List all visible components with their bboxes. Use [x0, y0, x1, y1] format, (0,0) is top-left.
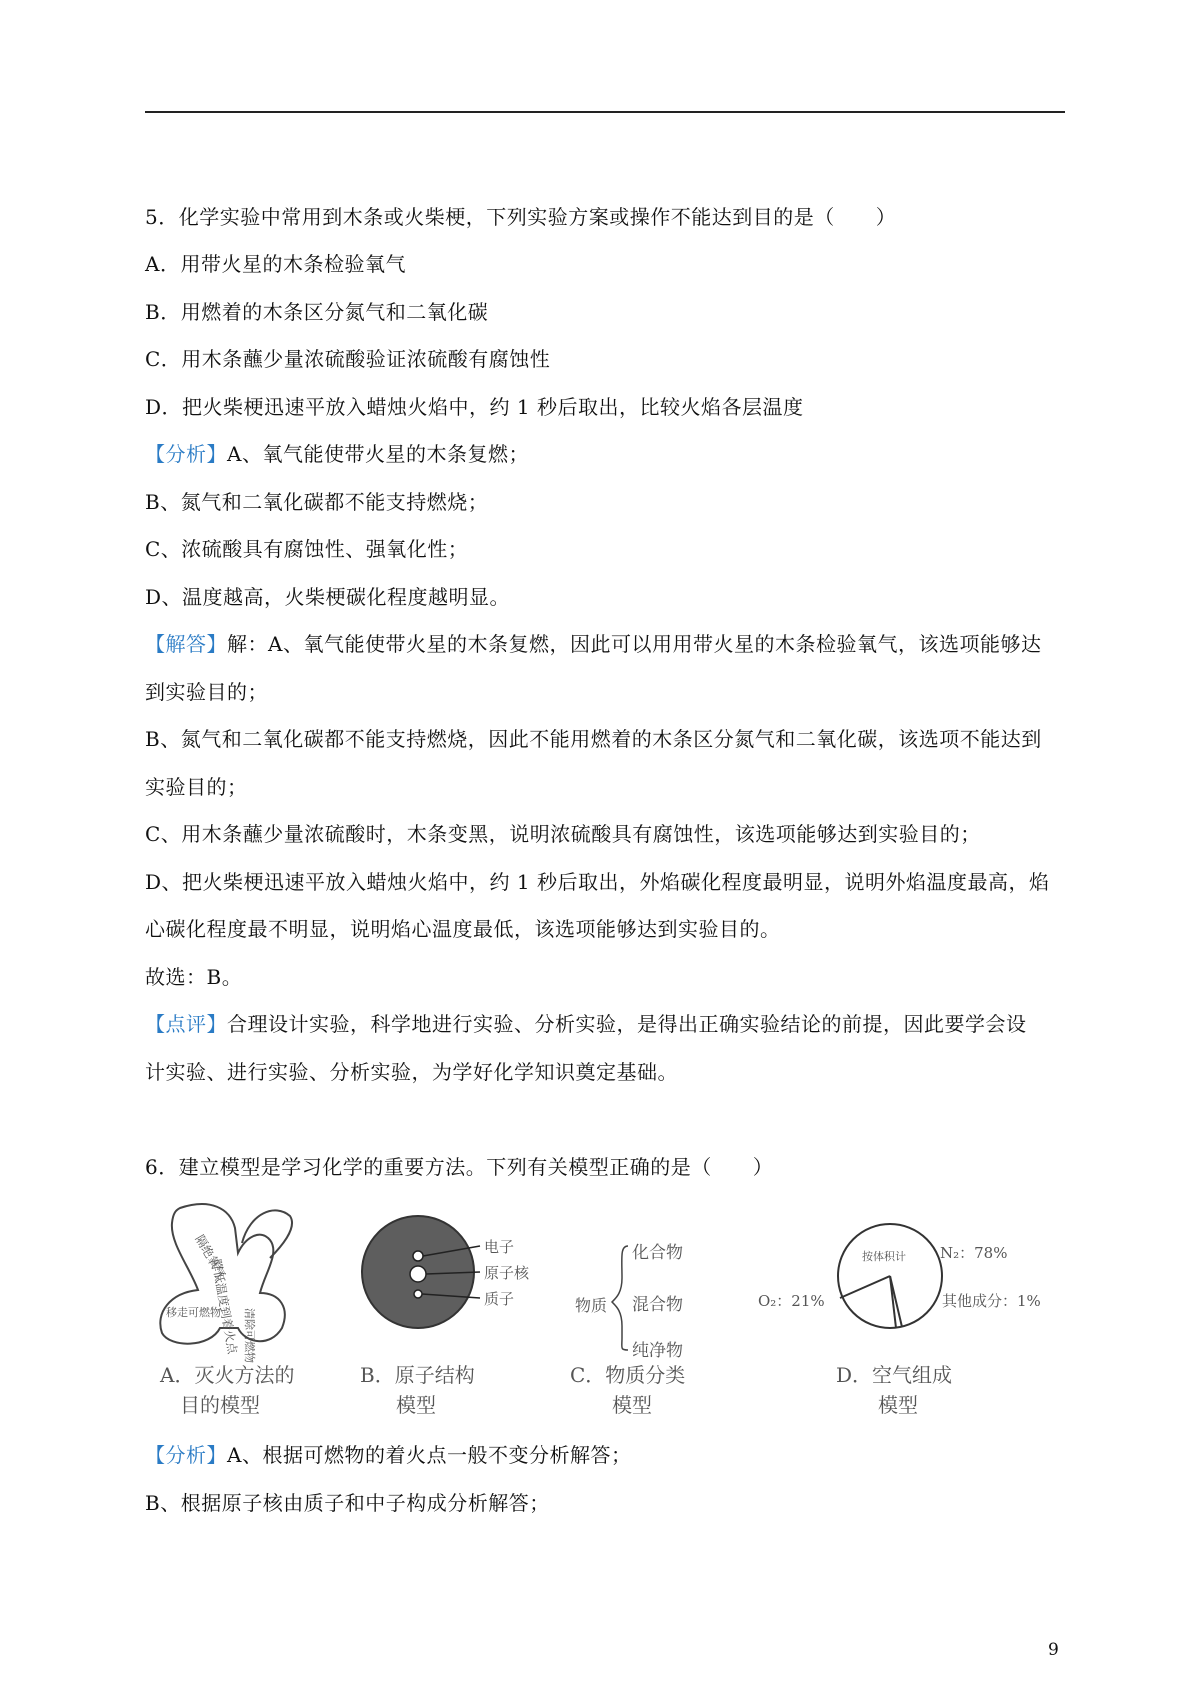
q5-answer-line-6: D、把火柴梗迅速平放入蜡烛火焰中，约 1 秒后取出，外焰碳化程度最明显，说明外焰温度最高，焰: [145, 870, 1050, 894]
figure-d-n2-label: N₂：78%: [940, 1244, 1008, 1262]
q6-analysis-line-1: 【分析】A、根据可燃物的着火点一般不变分析解答；: [145, 1443, 632, 1467]
comment-tag: 【点评】: [145, 1012, 227, 1036]
q5-answer-line-5: C、用木条蘸少量浓硫酸时，木条变黑，说明浓硫酸具有腐蚀性，该选项能够达到实验目的；: [145, 822, 981, 846]
q5-option-c: C．用木条蘸少量浓硫酸验证浓硫酸有腐蚀性: [145, 347, 551, 371]
answer-tag: 【解答】: [145, 632, 227, 656]
figure-b-caption-2: 模型: [396, 1393, 436, 1417]
figure-b-label-nucleus: 原子核: [484, 1264, 530, 1282]
q5-option-b: B．用燃着的木条区分氮气和二氧化碳: [145, 300, 489, 324]
figure-b-caption-1: B．原子结构: [360, 1363, 475, 1387]
figure-c-caption-2: 模型: [612, 1393, 652, 1417]
figure-c-branch-pure: 纯净物: [632, 1341, 683, 1361]
page-number: 9: [1048, 1640, 1059, 1660]
header-rule: [145, 111, 1065, 113]
q5-answer-line-8: 故选：B。: [145, 965, 243, 989]
q5-analysis-line-2: B、氮气和二氧化碳都不能支持燃烧；: [145, 490, 489, 514]
q6-analysis-line-2: B、根据原子核由质子和中子构成分析解答；: [145, 1491, 550, 1515]
figure-c-branch-mixture: 混合物: [632, 1295, 683, 1315]
figure-a-petal-1: 隔绝氧气: [192, 1232, 229, 1282]
q5-comment-line-1: 【点评】合理设计实验，科学地进行实验、分析实验，是得出正确实验结论的前提，因此要学会设: [145, 1012, 1027, 1036]
figure-b-label-electron: 电子: [484, 1238, 515, 1256]
figure-a-caption-1: A．灭火方法的: [160, 1363, 295, 1387]
figure-d-o2-label: O₂：21%: [758, 1292, 825, 1310]
q5-answer-line-1: 【解答】解：A、氧气能使带火星的木条复燃，因此可以用用带火星的木条检验氧气，该选项能够达: [145, 632, 1042, 656]
figure-d-other-label: 其他成分：1%: [942, 1292, 1041, 1310]
q6-stem: 6．建立模型是学习化学的重要方法。下列有关模型正确的是（ ）: [145, 1155, 774, 1179]
figure-d-caption-2: 模型: [878, 1393, 918, 1417]
analysis-tag: 【分析】: [145, 442, 227, 466]
figure-c-root: 物质: [575, 1296, 608, 1315]
q5-analysis-line-1: 【分析】A、氧气能使带火星的木条复燃；: [145, 442, 529, 466]
figure-d-air-pie: [758, 1224, 1041, 1417]
q5-answer-line-3: B、氮气和二氧化碳都不能支持燃烧，因此不能用燃着的木条区分氮气和二氧化碳，该选项不能达到: [145, 727, 1042, 751]
figure-d-inner-label: 按体积计: [862, 1250, 906, 1263]
figure-b-atom-model: [360, 1216, 530, 1417]
q5-option-a: A．用带火星的木条检验氧气: [145, 252, 406, 276]
q5-answer-line-7: 心碳化程度最不明显，说明焰心温度最低，该选项能够达到实验目的。: [145, 917, 781, 941]
figure-a-petal-2: 降低温度到着火点: [209, 1258, 240, 1356]
figure-d-caption-1: D．空气组成: [836, 1363, 953, 1387]
figure-a-extinguish-model: [159, 1204, 294, 1417]
q5-stem: 5．化学实验中常用到木条或火柴梗，下列实验方案或操作不能达到目的是（ ）: [145, 205, 897, 229]
q5-answer-line-4: 实验目的；: [145, 775, 248, 799]
analysis-tag: 【分析】: [145, 1443, 227, 1467]
figure-c-caption-1: C．物质分类: [570, 1363, 686, 1387]
q5-analysis-line-4: D、温度越高，火柴梗碳化程度越明显。: [145, 585, 511, 609]
q5-comment-line-2: 计实验、进行实验、分析实验，为学好化学知识奠定基础。: [145, 1060, 678, 1084]
q5-answer-line-2: 到实验目的；: [145, 680, 268, 704]
figure-a-caption-2: 目的模型: [180, 1393, 260, 1417]
figure-c-classification-model: [570, 1243, 685, 1417]
q5-analysis-line-3: C、浓硫酸具有腐蚀性、强氧化性；: [145, 537, 469, 561]
figure-a-petal-4: 清除可燃物: [243, 1308, 256, 1363]
q5-option-d: D．把火柴梗迅速平放入蜡烛火焰中，约 1 秒后取出，比较火焰各层温度: [145, 395, 804, 419]
q6-model-figures: [150, 1198, 1080, 1436]
figure-c-branch-compound: 化合物: [632, 1243, 683, 1263]
figure-a-petal-3: 移走可燃物: [166, 1306, 221, 1319]
figure-b-label-proton: 质子: [484, 1290, 515, 1308]
